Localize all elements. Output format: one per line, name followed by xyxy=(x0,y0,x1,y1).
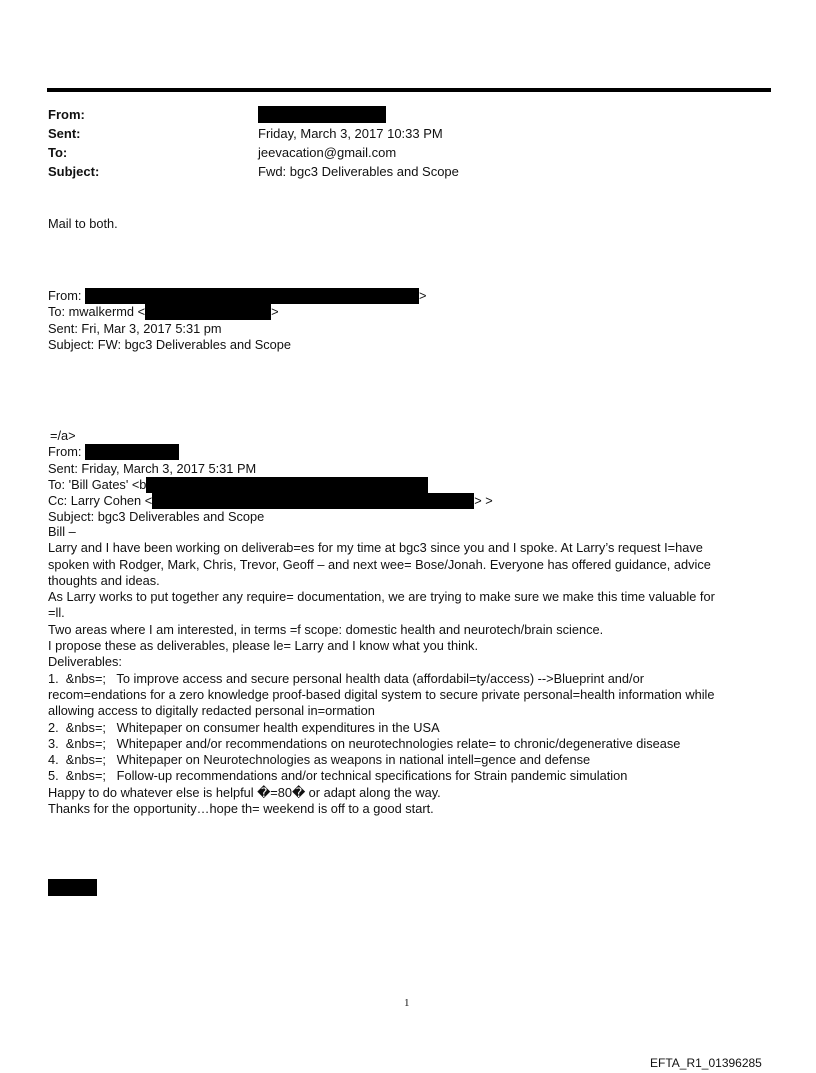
redaction-box xyxy=(145,304,271,320)
header-rule xyxy=(47,88,771,92)
to-value: jeevacation@gmail.com xyxy=(258,145,397,160)
body-line: Deliverables: xyxy=(48,654,122,670)
fwd1-from-label: From: xyxy=(48,288,82,303)
fwd2-cc-label: Cc: Larry Cohen < xyxy=(48,493,153,509)
fwd2-to xyxy=(48,477,493,493)
body-line: 1. &nbs=; To improve access and secure personal health data (affordabil=ty/access) -->Blueprint and/or xyxy=(48,670,644,686)
body-line: Two areas where I am interested, in terms =f scope: domestic health and neurotech/brain science. xyxy=(48,621,604,637)
from-label: From: xyxy=(48,107,85,122)
fwd2-cc xyxy=(48,493,493,509)
html-artifact: =/a> xyxy=(50,428,76,443)
fwd2-to-label: To: 'Bill Gates' <b xyxy=(48,476,147,492)
body-line: spoken with Rodger, Mark, Chris, Trevor, Geoff – and next wee= Bose/Jonah. Everyone has offered guidance, advice xyxy=(48,556,711,572)
fwd2-cc-suffix: > > xyxy=(474,493,493,509)
subject-label: Subject: xyxy=(48,164,100,179)
body-line: thoughts and ideas. xyxy=(48,572,160,588)
body-line: 3. &nbs=; Whitepaper and/or recommendations on neurotechnologies relate= to chronic/degenerative disease xyxy=(48,735,681,751)
body-line: As Larry works to put together any require= documentation, we are trying to make sure we make this time valuable for xyxy=(48,589,715,605)
fwd1-from-suffix: > xyxy=(418,288,427,303)
fwd2-from-label: From: xyxy=(48,444,82,460)
page-number: 1 xyxy=(404,997,410,1009)
body-line: =ll. xyxy=(48,605,65,621)
fwd1-to xyxy=(48,304,426,320)
redaction-box xyxy=(258,106,386,123)
body-line: Happy to do whatever else is helpful �=80� or adapt along the way. xyxy=(48,784,441,800)
fwd1-subject: Subject: FW: bgc3 Deliverables and Scope xyxy=(48,336,292,352)
redaction-box xyxy=(146,477,428,493)
sent-value: Friday, March 3, 2017 10:33 PM xyxy=(258,126,443,141)
body-line: Bill – xyxy=(48,524,76,539)
fwd1-to-suffix: > xyxy=(271,304,279,320)
to-label: To: xyxy=(48,145,68,160)
redaction-box xyxy=(85,288,419,304)
document-id: EFTA_R1_01396285 xyxy=(650,1056,762,1070)
email-body xyxy=(48,524,715,817)
subject-value: Fwd: bgc3 Deliverables and Scope xyxy=(258,164,459,179)
body-line: Thanks for the opportunity…hope th= weekend is off to a good start. xyxy=(48,801,434,817)
forward-header-1 xyxy=(48,288,426,353)
fwd1-from xyxy=(48,288,426,304)
intro-line: Mail to both. xyxy=(48,216,118,231)
fwd2-sent: Sent: Friday, March 3, 2017 5:31 PM xyxy=(48,460,257,476)
body-line: recom=endations for a zero knowledge proof-based digital system to secure private personal=health information while xyxy=(48,686,715,702)
body-line: 2. &nbs=; Whitepaper on consumer health expenditures in the USA xyxy=(48,719,440,735)
sent-label: Sent: xyxy=(48,126,81,141)
fwd2-subject: Subject: bgc3 Deliverables and Scope xyxy=(48,509,265,525)
fwd1-to-label: To: mwalkermd < xyxy=(48,304,146,320)
forward-header-2 xyxy=(48,428,493,526)
fwd2-from xyxy=(48,444,493,460)
signature-redaction-box xyxy=(48,879,97,896)
body-line: I propose these as deliverables, please le= Larry and I know what you think. xyxy=(48,638,479,654)
body-line: allowing access to digitally redacted personal in=ormation xyxy=(48,703,375,719)
intro-text xyxy=(48,216,118,232)
redaction-box xyxy=(152,493,474,509)
redaction-box xyxy=(85,444,179,460)
body-line: 4. &nbs=; Whitepaper on Neurotechnologies as weapons in national intell=gence and defense xyxy=(48,752,591,768)
body-line: 5. &nbs=; Follow-up recommendations and/or technical specifications for Strain pandemic simulation xyxy=(48,768,628,784)
fwd1-sent: Sent: Fri, Mar 3, 2017 5:31 pm xyxy=(48,320,222,336)
body-line: Larry and I have been working on deliverab=es for my time at bgc3 since you and I spoke. At Larry’s request I=have xyxy=(48,540,703,556)
